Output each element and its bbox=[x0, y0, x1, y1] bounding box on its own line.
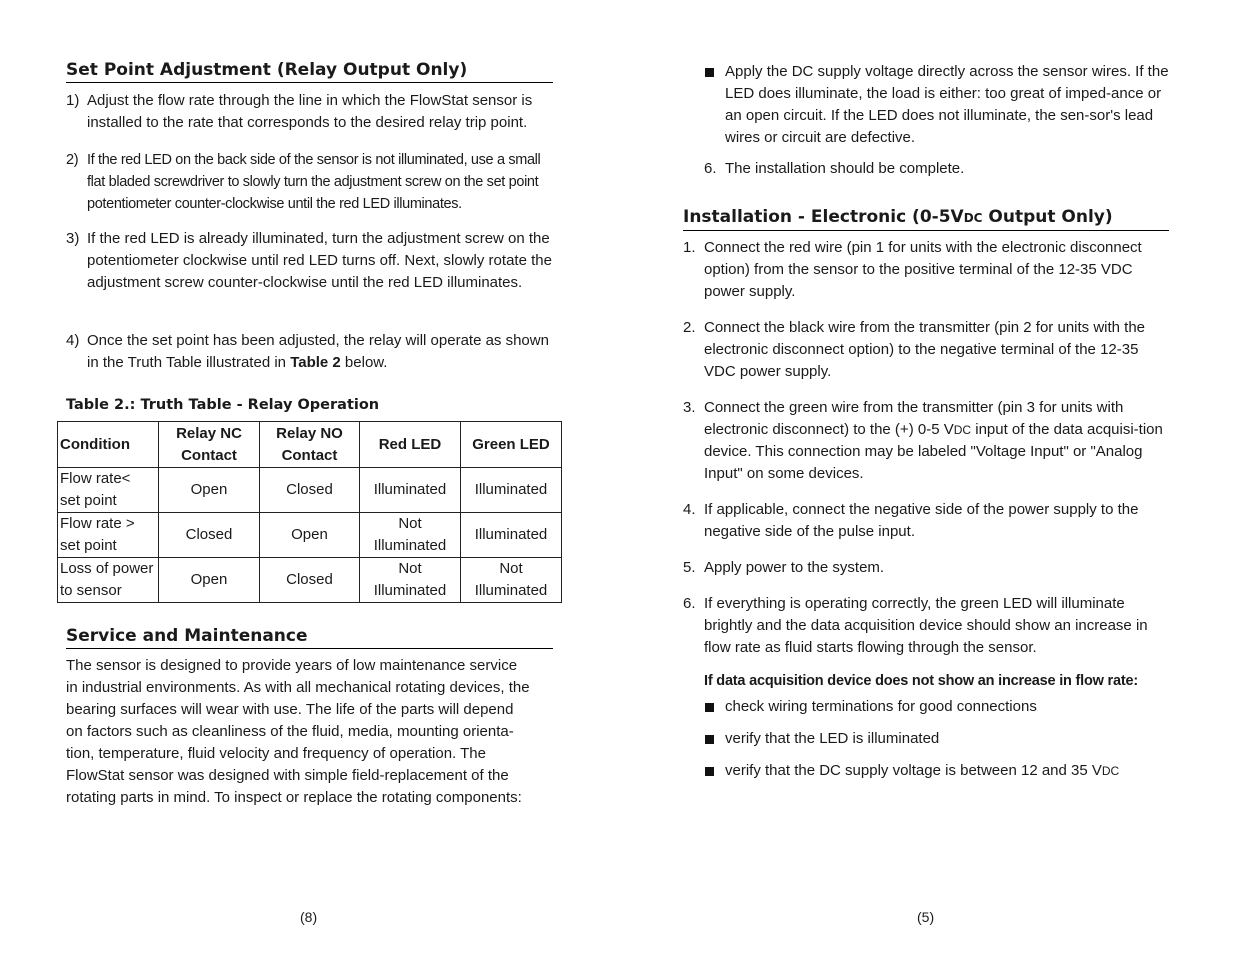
square-bullet-icon bbox=[704, 760, 725, 782]
set-point-steps bbox=[66, 90, 553, 134]
installation-steps bbox=[683, 237, 1169, 659]
cell-no: Open bbox=[260, 513, 360, 558]
header-relay-nc: Relay NC Contact bbox=[159, 422, 260, 468]
list-item: 2) If the red LED on the back side of the sensor is not illuminated, use a small flat bladed screwdriver to slowly turn the adjustment screw on the set point potentiometer counter-clockwise until the red LED illuminates. bbox=[66, 152, 541, 212]
list-item: 2. Connect the black wire from the transmitter (pin 2 for units with the electronic disconnect option) to the negative terminal of the 12-35 VDC power supply. bbox=[683, 319, 1146, 380]
list-item: 6. The installation should be complete. bbox=[704, 160, 965, 177]
page-number-right: (5) bbox=[917, 909, 935, 925]
cell-green-led: Illuminated bbox=[460, 513, 561, 558]
cell-nc: Open bbox=[159, 468, 260, 513]
square-bullet-icon bbox=[704, 61, 725, 149]
set-point-heading: Set Point Adjustment (Relay Output Only) bbox=[66, 58, 553, 83]
troubleshoot-checks bbox=[704, 696, 1169, 782]
list-item: 3) If the red LED is already illuminated, turn the adjustment screw on the potentiometer clockwise until red LED turns off. Next, slowly rotate the adjustment screw counter-clockwise until the red LED illuminates. bbox=[66, 230, 552, 291]
header-red-led: Red LED bbox=[359, 422, 460, 468]
installation-heading: Installation - Electronic (0-5VDC Output Only) bbox=[683, 205, 1169, 231]
cell-nc: Closed bbox=[159, 513, 260, 558]
cell-condition: Loss of power to sensor bbox=[58, 558, 159, 603]
list-item: 3. Connect the green wire from the transmitter (pin 3 for units with electronic disconnect) to the (+) 0-5 VDC input of the data acquisi-tion device. This connection may be labeled "Voltage Input" or "Analog Input" on some devices. bbox=[683, 399, 1163, 482]
cell-red-led: Illuminated bbox=[359, 468, 460, 513]
square-bullet-icon bbox=[704, 696, 725, 718]
table-header-row bbox=[58, 422, 562, 468]
service-paragraph: The sensor is designed to provide years of low maintenance service in industrial environments. As with all mechanical rotating devices, the bearing surfaces will wear with use. The life of the parts will depend on factors such as cleanliness of the fluid, media, mounting orienta- tion, temperature, fluid velocity and frequency of operation. The FlowStat sensor was designed with simple field-replacement of the rotating parts in mind. To inspect or replace the rotating components: bbox=[66, 657, 530, 806]
list-item: 4. If applicable, connect the negative side of the power supply to the negative side of the pulse input. bbox=[683, 501, 1139, 540]
cell-green-led: Not Illuminated bbox=[460, 558, 561, 603]
cell-condition: Flow rate< set point bbox=[58, 468, 159, 513]
cell-nc: Open bbox=[159, 558, 260, 603]
set-point-steps bbox=[66, 149, 553, 215]
table-row bbox=[58, 468, 562, 513]
troubleshoot-note: If data acquisition device does not show an increase in flow rate: bbox=[704, 673, 1138, 689]
list-item: 6. If everything is operating correctly, the green LED will illuminate brightly and the data acquisition device should show an increase in flow rate as fluid starts flowing through the sensor. bbox=[683, 595, 1148, 656]
list-item: verify that the DC supply voltage is between 12 and 35 VDC bbox=[704, 760, 1169, 782]
list-item: check wiring terminations for good connections bbox=[704, 696, 1169, 718]
header-green-led: Green LED bbox=[460, 422, 561, 468]
cell-no: Closed bbox=[260, 558, 360, 603]
list-item: 1. Connect the red wire (pin 1 for units with the electronic disconnect option) from the sensor to the positive terminal of the 12-35 VDC power supply. bbox=[683, 239, 1142, 300]
table-caption: Table 2.: Truth Table - Relay Operation bbox=[66, 397, 380, 413]
set-point-steps bbox=[66, 228, 553, 294]
cell-no: Closed bbox=[260, 468, 360, 513]
install-complete-step bbox=[704, 158, 1169, 180]
table-row bbox=[58, 513, 562, 558]
truth-table bbox=[57, 421, 562, 603]
page-number-left: (8) bbox=[300, 909, 318, 925]
list-item: verify that the LED is illuminated bbox=[704, 728, 1169, 750]
cell-red-led: Not Illuminated bbox=[359, 558, 460, 603]
header-condition: Condition bbox=[58, 422, 159, 468]
cell-red-led: Not Illuminated bbox=[359, 513, 460, 558]
top-bullet-block bbox=[704, 61, 1169, 149]
header-relay-no: Relay NO Contact bbox=[260, 422, 360, 468]
set-point-steps bbox=[66, 330, 553, 374]
list-item: 4) Once the set point has been adjusted, the relay will operate as shown in the Truth Table illustrated in Table 2 below. bbox=[66, 332, 549, 371]
service-section bbox=[66, 624, 553, 809]
cell-condition: Flow rate > set point bbox=[58, 513, 159, 558]
service-heading: Service and Maintenance bbox=[66, 624, 553, 649]
table-row bbox=[58, 558, 562, 603]
cell-green-led: Illuminated bbox=[460, 468, 561, 513]
square-bullet-icon bbox=[704, 728, 725, 750]
list-item: 5. Apply power to the system. bbox=[683, 559, 885, 576]
list-item: Apply the DC supply voltage directly across the sensor wires. If the LED does illuminate, the load is either: too great of imped-ance or an open circuit. If the LED does not illuminate, the sen-sor's lead wires or circuit are defective. bbox=[704, 61, 1169, 149]
list-item: 1) Adjust the flow rate through the line in which the FlowStat sensor is installed to the rate that corresponds to the desired relay trip point. bbox=[66, 92, 533, 131]
